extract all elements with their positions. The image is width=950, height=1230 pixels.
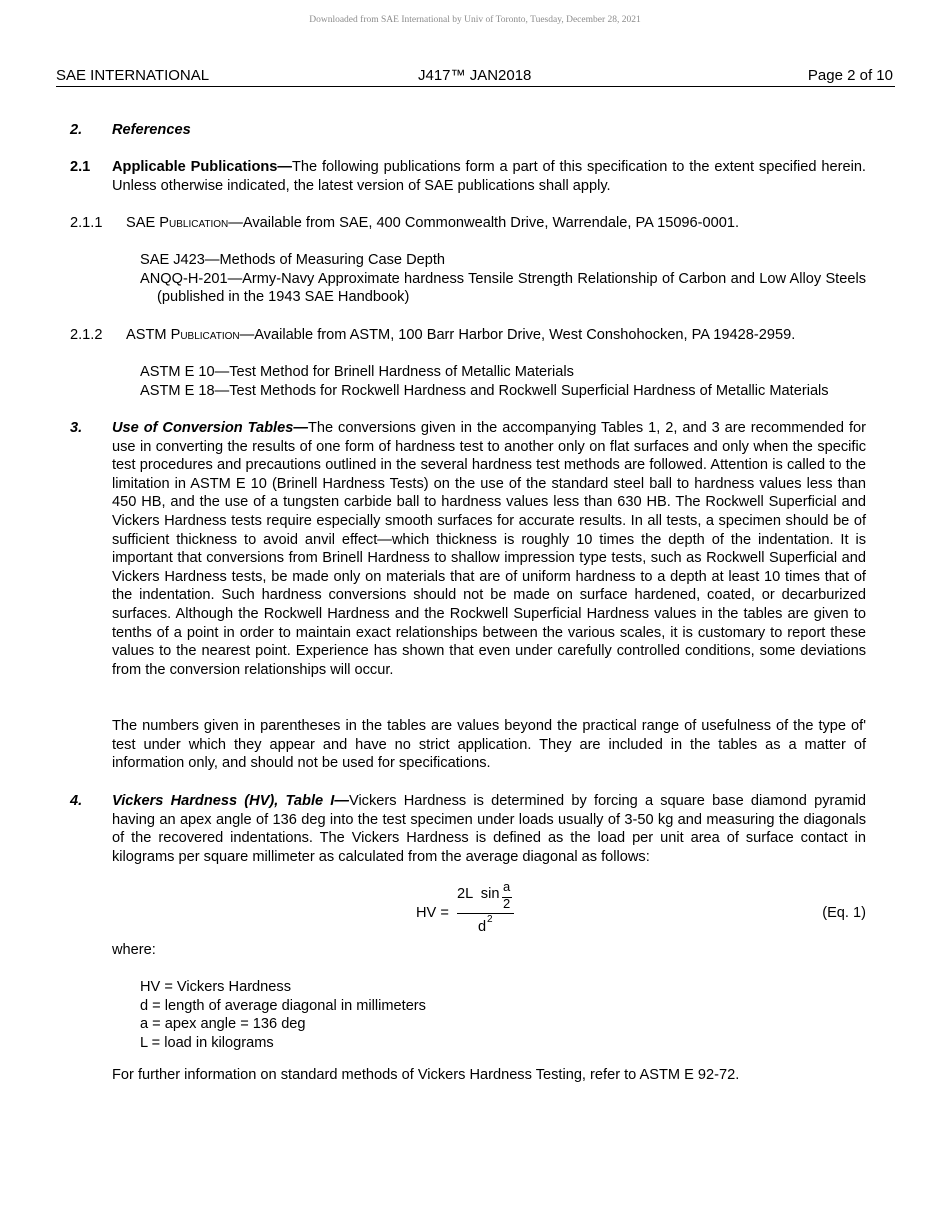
- definition-item: a = apex angle = 136 deg: [140, 1016, 306, 1033]
- definition-item: d = length of average diagonal in millimeters: [140, 997, 426, 1014]
- section-4-title: Vickers Hardness (HV), Table I—: [112, 793, 349, 809]
- section-2-1-title: Applicable Publications—: [112, 159, 292, 175]
- section-2-1-1-number: 2.1.1: [70, 215, 103, 231]
- section-2-title: References: [112, 122, 191, 138]
- section-2-1-2-number: 2.1.2: [70, 327, 103, 343]
- section-2-number: 2.: [70, 122, 83, 138]
- section-2-1-paragraph: [112, 158, 866, 195]
- definition-item: HV = Vickers Hardness: [140, 979, 291, 995]
- astm-reference-list: [140, 363, 870, 400]
- reference-item: ASTM E 10—Test Method for Brinell Hardness of Metallic Materials: [140, 364, 574, 380]
- definition-item: L = load in kilograms: [140, 1034, 274, 1051]
- section-4-paragraph: [112, 792, 866, 866]
- section-2-1-1-kind: ublication: [169, 215, 229, 231]
- closing-paragraph: For further information on standard methods of Vickers Hardness Testing, refer to ASTM E 92-72.: [112, 1067, 740, 1083]
- where-label: where:: [112, 942, 156, 958]
- section-2-1-2-paragraph: [126, 326, 866, 345]
- equation-label: (Eq. 1): [822, 905, 866, 921]
- section-2-1-text: The following publications form a part of this specification to the extent specified herein. Unless otherwise indicated, the latest version of SAE publications shall apply.: [112, 159, 866, 194]
- equation-denominator: d: [478, 919, 487, 935]
- section-4-number: 4.: [70, 793, 83, 809]
- main-fraction-bar: [457, 913, 514, 914]
- section-4-text: Vickers Hardness is determined by forcing a square base diamond pyramid having an apex angle of 136 deg into the test specimen under loads usually of 3-50 kg and measuring the diagonals of the recovered indentations. The Vickers Hardness is defined as the load per unit area of surface contact in kilograms per square millimeter as calculated from the average diagonal as follows:: [112, 793, 866, 865]
- equation-numerator: 2L sin: [457, 886, 500, 902]
- page-header: [56, 66, 895, 87]
- equation-exponent: 2: [487, 914, 493, 925]
- section-3-paragraph-2: The numbers given in parentheses in the tables are values beyond the practical range of usefulness of the type of' test under which they appear and have no strict application. They are included in the tables as a matter of information only, and should not be used for specifications.: [112, 718, 866, 772]
- section-2-1-2-org: ASTM P: [126, 327, 181, 343]
- sae-reference-list: [140, 251, 866, 307]
- reference-item: SAE J423—Methods of Measuring Case Depth: [140, 252, 446, 268]
- section-3-paragraph: [112, 419, 866, 679]
- section-2-1-1-paragraph: [126, 214, 866, 233]
- equation-lhs: HV =: [416, 905, 449, 921]
- reference-item: ASTM E 18—Test Methods for Rockwell Hardness and Rockwell Superficial Hardness of Metallic Materials: [140, 382, 829, 399]
- equation-angle-denominator: 2: [503, 896, 511, 911]
- header-page-number: Page 2 of 10: [807, 67, 893, 84]
- header-doc-id: J417™ JAN2018: [418, 67, 532, 84]
- section-2-1-2-text: —Available from ASTM, 100 Barr Harbor Drive, West Conshohocken, PA 19428-2959.: [239, 327, 796, 343]
- section-2-heading: [70, 121, 82, 140]
- header-org: SAE INTERNATIONAL: [56, 67, 210, 84]
- section-2-1-2-kind: ublication: [180, 327, 240, 343]
- download-watermark: Downloaded from SAE International by Univ of Toronto, Tuesday, December 28, 2021: [309, 15, 641, 25]
- section-2-1-1-org: SAE P: [126, 215, 169, 231]
- section-2-1-1-text: —Available from SAE, 400 Commonwealth Drive, Warrendale, PA 15096-0001.: [228, 215, 740, 231]
- equation-angle-numerator: a: [503, 879, 511, 894]
- definitions-list: [140, 978, 426, 1052]
- section-3-number: 3.: [70, 420, 83, 436]
- section-3-title: Use of Conversion Tables—: [112, 420, 308, 436]
- section-3-text: The conversions given in the accompanying Tables 1, 2, and 3 are recommended for use in converting the results of one form of hardness test to another only on flat surfaces and only when the specific test procedures and precautions outlined in the several hardness test methods are followed. Attention is called to the limitation in ASTM E 10 (Brinell Hardness Tests) on the use of the standard steel ball to hardness values less than 450 HB, and the use of a tungsten carbide ball to hardness values less than 630 HB. The Rockwell Superficial and Vickers Hardness tests require especially smooth surfaces for accurate results. In all tests, a specimen should be of sufficient thickness to avoid anvil effect—which thickness is roughly 10 times the depth of the indentation. It is important that conversions from Brinell Hardness to shallow impression type tests, such as Rockwell Superficial and Vickers Hardness tests, be made only on materials that are of uniform hardness to a depth at least 10 times that of the indentation. Such hardness conversions should not be made on surface hardened, coated, or decarburized surfaces. Although the Rockwell Hardness and the Rockwell Superficial Hardness values in the tables are given to tenths of a point in order to maintain exact relationships between the various scales, it is customary to report these values to the nearest point. Experience has shown that even under carefully controlled conditions, some deviations from the conversion relationships will occur.: [112, 420, 866, 678]
- section-2-1-number: 2.1: [70, 159, 91, 175]
- reference-item: ANQQ-H-201—Army-Navy Approximate hardness Tensile Strength Relationship of Carbon and Low Alloy Steels (published in the 1943 SAE Handbook): [140, 270, 866, 306]
